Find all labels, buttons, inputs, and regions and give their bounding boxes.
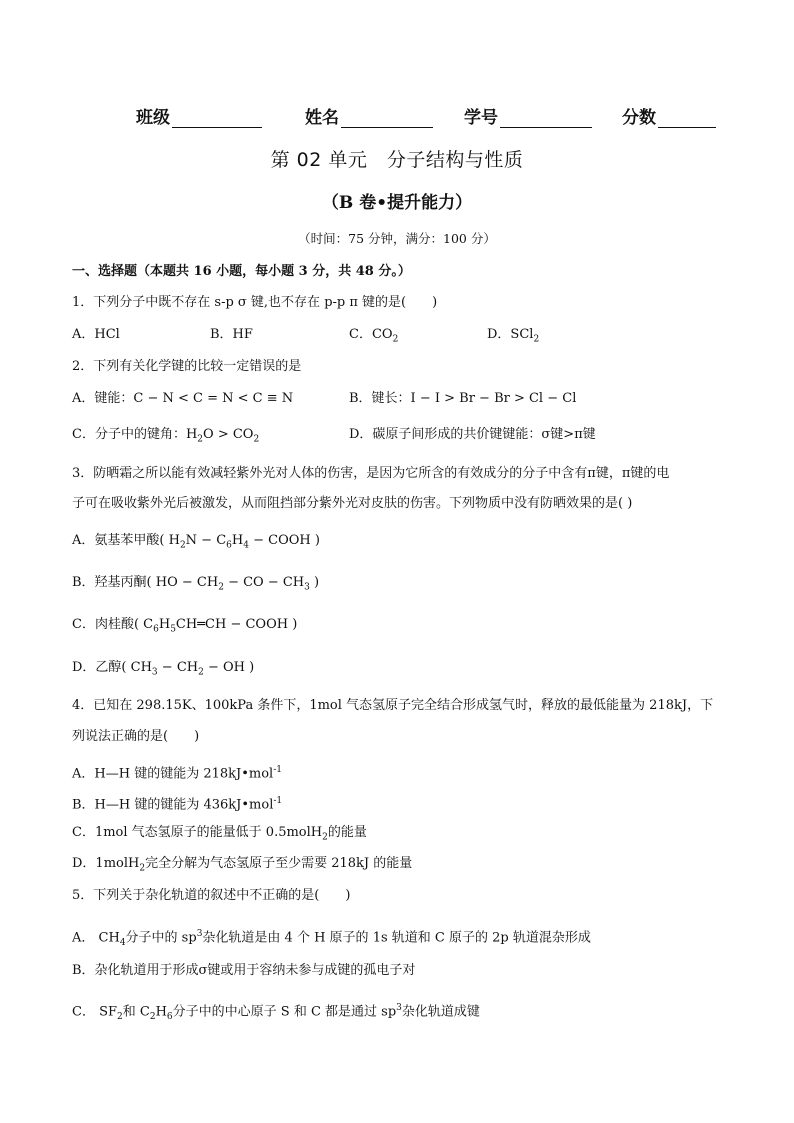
q4-option-b: B．H—H 键的键能为 436kJ•mol$^{-1}$ (72, 796, 283, 813)
q2-option-c: C．分子中的键角：$H_2O > CO_2$ (72, 427, 260, 445)
time-info: （时间：75 分钟，满分：100 分） (298, 231, 496, 246)
q5-option-b: B．杂化轨道用于形成σ键或用于容纳未参与成键的孤电子对 (72, 963, 416, 978)
q4-option-d: D．1molH$_2$完全分解为气态氢原子至少需要 218kJ 的能量 (72, 856, 413, 874)
q4-stem-line1: 4．已知在 298.15K、100kPa 条件下，1mol 气态氢原子完全结合形成氢气时，释放的最低能量为 218kJ，下 (72, 698, 714, 713)
score-blank[interactable] (658, 109, 716, 128)
q4-option-a: A．H—H 键的键能为 218kJ•mol$^{-1}$ (72, 765, 282, 782)
name-field[interactable]: 姓名 (305, 103, 433, 128)
q2-stem: 2．下列有关化学键的比较一定错误的是 (72, 359, 302, 374)
q5-stem: 5．下列关于杂化轨道的叙述中不正确的是( ) (72, 888, 351, 903)
q1-option-b: B．HF (210, 327, 253, 342)
class-blank[interactable] (172, 109, 262, 128)
q1-option-d: D．SCl$_2$ (487, 327, 540, 345)
q2-option-d: D．碳原子间形成的共价键键能：σ键>π键 (349, 427, 596, 442)
q1-option-c: C．$CO_2$ (349, 327, 399, 345)
q3-option-d: D．乙醇( $CH_3 - CH_2$ − OH ) (72, 660, 255, 678)
page-subtitle: （B 卷•提升能力） (321, 193, 473, 213)
q5-option-c: C． $SF_2$和 $C_2H_6$分子中的中心原子 S 和 C 都是通过 $sp^3$杂化轨道成键 (72, 1003, 480, 1022)
q1-stem: 1．下列分子中既不存在 s-p σ 键,也不存在 p-p π 键的是( ) (72, 295, 438, 310)
q3-option-a: A．氨基苯甲酸( $H_2N - C_6H_4$ − COOH ) (72, 533, 320, 551)
q3-stem-line1: 3．防晒霜之所以能有效减轻紫外光对人体的伤害，是因为它所含的有效成分的分子中含有π键，π键的电 (72, 466, 670, 481)
q3-stem-line2: 子可在吸收紫外光后被激发，从而阻挡部分紫外光对皮肤的伤害。下列物质中没有防晒效果的是( ) (72, 496, 633, 511)
student-id-field[interactable]: 学号 (464, 103, 592, 128)
class-field[interactable]: 班级 (136, 103, 262, 128)
section-heading: 一、选择题（本题共 16 小题，每小题 3 分，共 48 分。） (72, 264, 411, 279)
q4-option-c: C．1mol 气态氢原子的能量低于 0.5molH$_2$的能量 (72, 825, 367, 843)
page-title: 第 02 单元 分子结构与性质 (270, 149, 524, 171)
q2-option-b: B．键长：I − I > Br − Br > Cl − Cl (349, 391, 577, 406)
q4-stem-line2: 列说法正确的是( ) (72, 729, 200, 744)
q2-option-a: A．键能：C − N < C = N < C ≡ N (72, 391, 294, 406)
student-id-blank[interactable] (500, 109, 592, 128)
name-blank[interactable] (341, 109, 433, 128)
score-field[interactable]: 分数 (622, 103, 716, 128)
q5-option-a: A． $CH_4$分子中的 $sp^3$杂化轨道是由 4 个 H 原子的 1s 轨道和 C 原子的 2p 轨道混杂形成 (72, 929, 591, 948)
q3-option-b: B．羟基丙酮( HO − $CH_2$ − CO − $CH_3$ ) (72, 575, 320, 593)
q3-option-c: C．肉桂酸( $C_6H_5CH═CH$ − COOH ) (72, 617, 298, 635)
q1-option-a: A．HCl (72, 327, 120, 342)
